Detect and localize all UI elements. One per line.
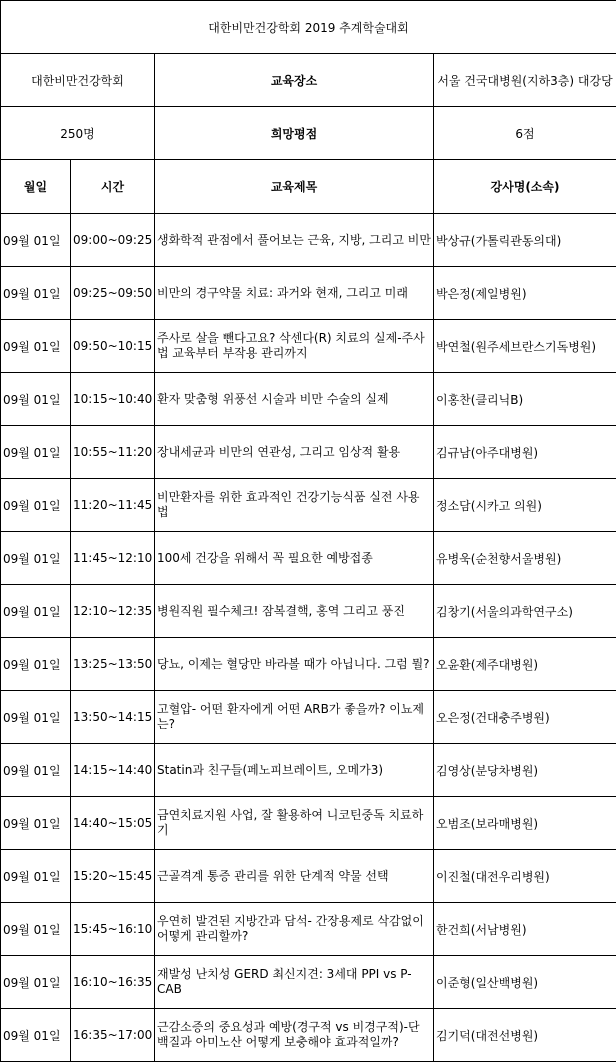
cell-lecturer: 오범조(보라매병원) — [434, 797, 616, 850]
cell-time: 16:10~16:35 — [71, 956, 155, 1009]
cell-topic: 당뇨, 이제는 혈당만 바라볼 때가 아닙니다. 그럼 뭘? — [155, 638, 434, 691]
cell-time: 10:15~10:40 — [71, 373, 155, 426]
cell-date: 09월 01일 — [1, 426, 71, 479]
cell-time: 09:00~09:25 — [71, 214, 155, 267]
cell-lecturer: 유병욱(순천향서울병원) — [434, 532, 616, 585]
cell-date: 09월 01일 — [1, 1009, 71, 1062]
venue-value: 서울 건국대병원(지하3층) 대강당 — [434, 54, 616, 107]
header-row — [1, 160, 616, 214]
cell-time: 16:35~17:00 — [71, 1009, 155, 1062]
table-row — [1, 214, 616, 267]
cell-topic: 근감소증의 중요성과 예방(경구적 vs 비경구적)-단백질과 아미노산 어떻게 보충해야 효과적일까? — [155, 1009, 434, 1062]
cell-date: 09월 01일 — [1, 638, 71, 691]
cell-time: 15:45~16:10 — [71, 903, 155, 956]
cell-time: 10:55~11:20 — [71, 426, 155, 479]
table-row — [1, 797, 616, 850]
cell-topic: 금연치료지원 사업, 잘 활용하여 니코틴중독 치료하기 — [155, 797, 434, 850]
cell-time: 13:50~14:15 — [71, 691, 155, 744]
cell-topic: 비만환자를 위한 효과적인 건강기능식품 실전 사용법 — [155, 479, 434, 532]
table-row — [1, 691, 616, 744]
cell-date: 09월 01일 — [1, 956, 71, 1009]
cell-date: 09월 01일 — [1, 744, 71, 797]
cell-lecturer: 정소담(시카고 의원) — [434, 479, 616, 532]
cell-topic: 생화학적 관점에서 풀어보는 근육, 지방, 그리고 비만 — [155, 214, 434, 267]
capacity: 250명 — [1, 107, 155, 160]
cell-time: 14:15~14:40 — [71, 744, 155, 797]
cell-lecturer: 이준형(일산백병원) — [434, 956, 616, 1009]
cell-lecturer: 김창기(서울의과학연구소) — [434, 585, 616, 638]
table-row — [1, 585, 616, 638]
table-row — [1, 267, 616, 320]
cell-time: 11:45~12:10 — [71, 532, 155, 585]
event-title: 대한비만건강학회 2019 추계학술대회 — [1, 1, 616, 54]
cell-date: 09월 01일 — [1, 214, 71, 267]
credit-label: 희망평점 — [155, 107, 434, 160]
table-row — [1, 956, 616, 1009]
cell-lecturer: 박은정(제일병원) — [434, 267, 616, 320]
table-row — [1, 479, 616, 532]
cell-date: 09월 01일 — [1, 691, 71, 744]
cell-date: 09월 01일 — [1, 479, 71, 532]
cell-lecturer: 오은정(건대충주병원) — [434, 691, 616, 744]
table-row — [1, 1009, 616, 1062]
cell-date: 09월 01일 — [1, 373, 71, 426]
title-row — [1, 1, 616, 54]
venue-row — [1, 54, 616, 107]
cell-time: 14:40~15:05 — [71, 797, 155, 850]
header-topic: 교육제목 — [155, 160, 434, 214]
table-row — [1, 373, 616, 426]
table-row — [1, 903, 616, 956]
table-row — [1, 320, 616, 373]
cell-date: 09월 01일 — [1, 320, 71, 373]
cell-topic: Statin과 친구들(페노피브레이트, 오메가3) — [155, 744, 434, 797]
cell-date: 09월 01일 — [1, 797, 71, 850]
cell-date: 09월 01일 — [1, 585, 71, 638]
header-lecturer: 강사명(소속) — [434, 160, 616, 214]
cell-lecturer: 김기덕(대전선병원) — [434, 1009, 616, 1062]
cell-topic: 우연히 발견된 지방간과 담석- 간장용제로 삭감없이 어떻게 관리할까? — [155, 903, 434, 956]
cell-time: 09:50~10:15 — [71, 320, 155, 373]
cell-time: 12:10~12:35 — [71, 585, 155, 638]
cell-topic: 100세 건강을 위해서 꼭 필요한 예방접종 — [155, 532, 434, 585]
venue-label: 교육장소 — [155, 54, 434, 107]
table-row — [1, 426, 616, 479]
cell-date: 09월 01일 — [1, 850, 71, 903]
header-date: 월일 — [1, 160, 71, 214]
cell-topic: 주사로 살을 뺀다고요? 삭센다(R) 치료의 실제-주사법 교육부터 부작용 관리까지 — [155, 320, 434, 373]
cell-topic: 장내세균과 비만의 연관성, 그리고 임상적 활용 — [155, 426, 434, 479]
cell-date: 09월 01일 — [1, 532, 71, 585]
table-row — [1, 850, 616, 903]
cell-topic: 재발성 난치성 GERD 최신지견: 3세대 PPI vs P-CAB — [155, 956, 434, 1009]
cell-date: 09월 01일 — [1, 267, 71, 320]
cell-topic: 고혈압- 어떤 환자에게 어떤 ARB가 좋을까? 이뇨제는? — [155, 691, 434, 744]
header-time: 시간 — [71, 160, 155, 214]
cell-time: 13:25~13:50 — [71, 638, 155, 691]
cell-topic: 비만의 경구약물 치료: 과거와 현재, 그리고 미래 — [155, 267, 434, 320]
cell-lecturer: 김규남(아주대병원) — [434, 426, 616, 479]
organizer: 대한비만건강학회 — [1, 54, 155, 107]
cell-topic: 환자 맞춤형 위풍선 시술과 비만 수술의 실제 — [155, 373, 434, 426]
cell-topic: 병원직원 필수체크! 잠복결핵, 홍역 그리고 풍진 — [155, 585, 434, 638]
capacity-row — [1, 107, 616, 160]
cell-topic: 근골격계 통증 관리를 위한 단계적 약물 선택 — [155, 850, 434, 903]
cell-lecturer: 오윤환(제주대병원) — [434, 638, 616, 691]
cell-lecturer: 이홍찬(클리닉B) — [434, 373, 616, 426]
credit-value: 6점 — [434, 107, 616, 160]
table-row — [1, 638, 616, 691]
cell-lecturer: 박연철(원주세브란스기독병원) — [434, 320, 616, 373]
table-row — [1, 744, 616, 797]
cell-date: 09월 01일 — [1, 903, 71, 956]
cell-time: 11:20~11:45 — [71, 479, 155, 532]
cell-lecturer: 한건희(서남병원) — [434, 903, 616, 956]
cell-lecturer: 박상규(가톨릭관동의대) — [434, 214, 616, 267]
cell-time: 09:25~09:50 — [71, 267, 155, 320]
table-row — [1, 532, 616, 585]
cell-lecturer: 이진철(대전우리병원) — [434, 850, 616, 903]
cell-lecturer: 김영상(분당차병원) — [434, 744, 616, 797]
cell-time: 15:20~15:45 — [71, 850, 155, 903]
